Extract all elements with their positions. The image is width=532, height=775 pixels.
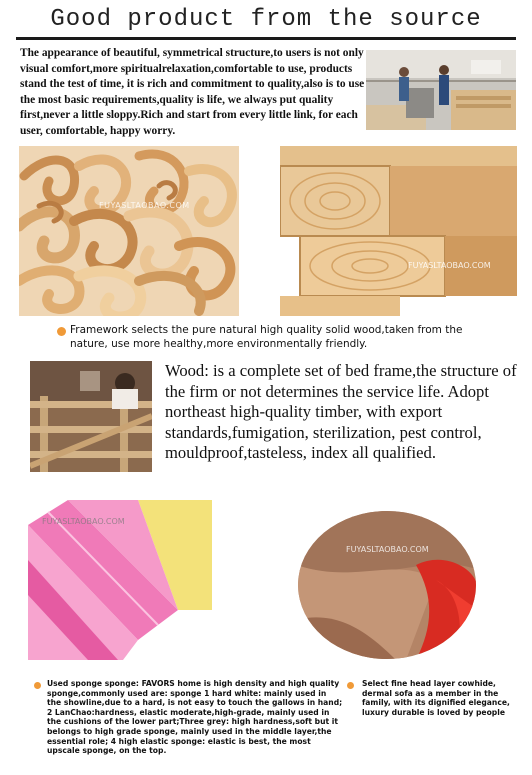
sponge-photo xyxy=(28,500,212,660)
page-title: Good product from the source xyxy=(50,6,482,33)
bullet-dot xyxy=(57,327,66,336)
watermark-shavings: FUYASLTAOBAO.COM xyxy=(99,201,190,210)
sponge-description: Used sponge sponge: FAVORS home is high density and high quality sponge,commonly used are: sponge 1 hard white: mainly used in the showline,due to a hard, is not easy to touch the gallows in hand; 2 LanChao:hardness, elastic moderate,high-grade, mainly used in the cushions of the lower part;Three grey: high hardness,soft but it belongs to high grade sponge, mainly used in the middle layer,the essential role; 4 high elastic sponge: elastic is best, the most upscale sponge, on the top. xyxy=(47,679,343,756)
factory-photo xyxy=(366,50,516,130)
wood-shavings-photo xyxy=(19,146,239,316)
intro-paragraph: The appearance of beautiful, symmetrical structure,to users is not only visual comfort,more spiritualrelaxation,comfortable to use, products stand the test of time, it is rich and commitment to quality,also is to use the most basic requirements,quality is life, we always put quality first,never a little sloppy.Rich and start from every little link, for each user, comfortable, happy worry. xyxy=(20,47,365,137)
leather-photo xyxy=(296,510,478,660)
framework-caption: Framework selects the pure natural high quality solid wood,taken from the nature, use more healthy,more environmentally friendly. xyxy=(70,324,463,350)
watermark-leather: FUYASLTAOBAO.COM xyxy=(346,545,429,554)
leather-description: Select fine head layer cowhide, dermal sofa as a member in the family, with its dignified elegance, luxury durable is loved by people xyxy=(362,679,510,717)
bullet-dot xyxy=(347,682,354,689)
watermark-timber: FUYASLTAOBAO.COM xyxy=(408,261,491,270)
timber-blocks-photo xyxy=(280,146,517,316)
bullet-dot xyxy=(34,682,41,689)
frame-worker-photo xyxy=(30,361,152,472)
title-divider xyxy=(16,37,516,40)
wood-description: Wood: is a complete set of bed frame,the structure of the firm or not determines the service life. Adopt northeast high-quality timber, with export standards,fumigation, sterilization, pest control, mouldproof,tasteless, index all qualified. xyxy=(165,361,517,463)
watermark-sponge: FUYASLTAOBAO.COM xyxy=(42,517,125,526)
